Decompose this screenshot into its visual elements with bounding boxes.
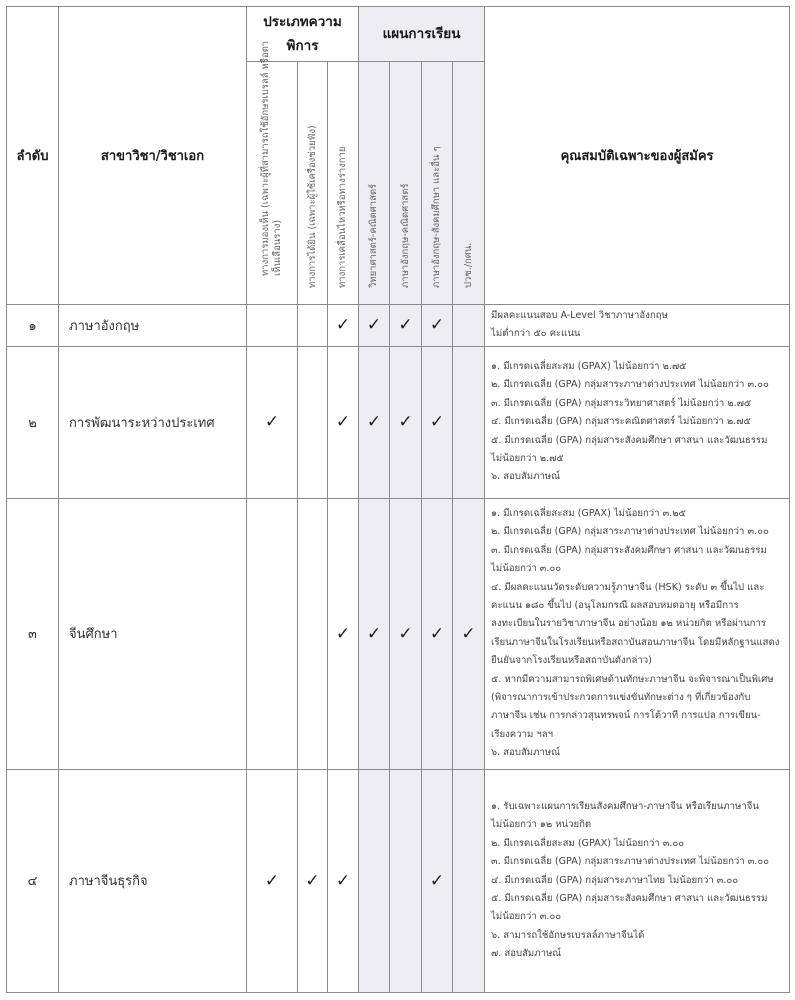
qualification-line: ไม่น้อยกว่า ๑๒ หน่วยกิต (491, 819, 592, 831)
study-plan-cell (453, 498, 485, 769)
study-plan-cell (453, 346, 485, 498)
disability-cell (247, 346, 298, 498)
disability-cell (298, 769, 328, 992)
study-plan-cell (422, 498, 453, 769)
study-plan-cell (422, 346, 453, 498)
qualification-line: ไม่น้อยกว่า ๓.๐๐ (491, 911, 562, 923)
qualification-line: ๔. มีเกรดเฉลี่ย (GPA) กลุ่มสาระคณิตศาสตร์ ไม่น้อยกว่า ๒.๗๕ (491, 416, 751, 428)
plan-sci-math-header (359, 62, 390, 305)
check-icon: ✓ (335, 412, 351, 433)
check-icon: ✓ (429, 315, 445, 336)
header-row-top (7, 7, 790, 62)
admission-requirements-table (6, 6, 790, 993)
qualification-line: ๖. สามารถใช้อักษรเบรลล์ภาษาจีนได้ (491, 929, 645, 941)
qualification-line: มีผลคะแนนสอบ A-Level วิชาภาษาอังกฤษ (491, 310, 668, 321)
qualification-line: ไม่น้อยกว่า ๓.๐๐ (491, 563, 562, 575)
qualification-line: ๖. สอบสัมภาษณ์ (491, 471, 561, 483)
qualification-line: ไม่ต่ำกว่า ๕๐ คะแนน (491, 328, 581, 340)
check-icon: ✓ (398, 412, 413, 433)
qualifications-cell (485, 498, 790, 769)
study-plan-cell (453, 769, 485, 992)
study-plan-cell (422, 769, 453, 992)
study-plan-cell (390, 769, 422, 992)
check-icon: ✓ (366, 412, 382, 433)
qualification-line: ๒. มีเกรดเฉลี่ย (GPA) กลุ่มสาระภาษาต่างประเทศ ไม่น้อยกว่า ๓.๐๐ (491, 526, 769, 538)
check-icon: ✓ (335, 870, 351, 891)
disability-cell (328, 498, 359, 769)
qualification-line: ๑. รับเฉพาะแผนการเรียนสังคมศึกษา-ภาษาจีน หรือเรียนภาษาจีน (491, 800, 759, 812)
table-row (7, 346, 790, 498)
table-row (7, 305, 790, 347)
disability-cell (328, 769, 359, 992)
qualification-line: ไม่น้อยกว่า ๒.๗๕ (491, 452, 564, 464)
check-icon: ✓ (429, 870, 445, 891)
qualification-line: ๗. สอบสัมภาษณ์ (491, 948, 562, 960)
qualifications-cell (485, 305, 790, 347)
check-icon: ✓ (305, 870, 320, 891)
table-row (7, 498, 790, 769)
qualification-line: ๓. มีเกรดเฉลี่ย (GPA) กลุ่มสาระสังคมศึกษา ศาสนา และวัฒนธรรม (491, 544, 767, 556)
plan-eng-social-header (422, 62, 453, 305)
subject-name: การพัฒนาระหว่างประเทศ (59, 346, 247, 498)
qualification-line: ๕. มีเกรดเฉลี่ย (GPA) กลุ่มสาระสังคมศึกษา ศาสนา และวัฒนธรรม (491, 434, 768, 446)
disability-cell (247, 498, 298, 769)
study-plan-cell (390, 346, 422, 498)
study-plan-cell (422, 305, 453, 347)
qualification-line: คะแนน ๑๘๐ ขึ้นไป (อนุโลมกรณี ผลสอบหมดอายุ หรือมีการ (491, 600, 739, 611)
row-index: ๔ (7, 769, 59, 992)
check-icon: ✓ (366, 623, 382, 644)
qualification-line: (พิจารณาการเข้าประกวดการแข่งขันทักษะต่าง ๆ ที่เกี่ยวข้องกับ (491, 692, 751, 704)
subject-header: สาขาวิชา/วิชาเอก (59, 7, 247, 305)
row-index: ๓ (7, 498, 59, 769)
disability-hearing-label: ทางการได้ยิน (เฉพาะผู้ใช้เครื่องช่วยฟัง) (306, 125, 318, 288)
study-plan-cell (359, 498, 390, 769)
check-icon: ✓ (366, 315, 382, 336)
disability-cell (247, 769, 298, 992)
check-icon: ✓ (398, 623, 413, 644)
qualification-line: ๒. มีเกรดเฉลี่ย (GPA) กลุ่มสาระภาษาต่างประเทศ ไม่น้อยกว่า ๓.๐๐ (491, 379, 769, 391)
check-icon: ✓ (429, 412, 445, 433)
plan-eng-math-header (390, 62, 422, 305)
index-header: ลำดับ (7, 7, 59, 305)
disability-visual-header (247, 40, 298, 305)
disability-cell (247, 305, 298, 347)
study-plan-cell (390, 498, 422, 769)
study-plan-cell (359, 305, 390, 347)
qualifications-cell (485, 346, 790, 498)
qualification-line: เรียนภาษาจีนในโรงเรียนหรือสถาบันสอนภาษาจีน โดยมีหลักฐานแสดง (491, 636, 780, 648)
disability-mobility-label: ทางการเคลื่อนไหวหรือทางร่างกาย (337, 146, 348, 288)
row-index: ๑ (7, 305, 59, 347)
disability-group-label: ประเภทความพิการ (263, 14, 342, 54)
check-icon: ✓ (398, 315, 413, 336)
plan-vocational-label: ปวช./กศน. (462, 242, 474, 288)
check-icon: ✓ (264, 870, 280, 891)
qualification-line: ยืนยันจากโรงเรียนหรือสถาบันดังกล่าว) (491, 655, 652, 667)
qualification-line: ๔. มีผลคะแนนวัดระดับความรู้ภาษาจีน (HSK) ระดับ ๓ ขึ้นไป และ (491, 581, 765, 593)
qualification-line: ๕. หากมีความสามารถพิเศษด้านทักษะภาษาจีน จะพิจารณาเป็นพิเศษ (491, 673, 774, 685)
qualification-line: ภาษาจีน เช่น การกล่าวสุนทรพจน์ การโต้วาที การแปล การเขียน- (491, 710, 761, 722)
qualification-line: ๕. มีเกรดเฉลี่ย (GPA) กลุ่มสาระสังคมศึกษา ศาสนา และวัฒนธรรม (491, 893, 768, 905)
study-plan-cell (453, 305, 485, 347)
check-icon: ✓ (264, 412, 280, 433)
disability-mobility-header (328, 62, 359, 305)
disability-cell (328, 305, 359, 347)
check-icon: ✓ (335, 315, 351, 336)
disability-cell (298, 305, 328, 347)
qualification-line: ๓. มีเกรดเฉลี่ย (GPA) กลุ่มสาระภาษาต่างประเทศ ไม่น้อยกว่า ๓.๐๐ (491, 856, 770, 868)
check-icon: ✓ (461, 623, 476, 644)
disability-cell (298, 346, 328, 498)
qualifications-cell (485, 769, 790, 992)
study-plan-group-header: แผนการเรียน (359, 7, 485, 62)
plan-vocational-header (453, 62, 485, 305)
qualification-line: ๒. มีเกรดเฉลี่ยสะสม (GPAX) ไม่น้อยกว่า ๓.๐๐ (491, 837, 685, 849)
qualification-line: เรียงความ ฯลฯ (491, 728, 554, 740)
qualification-line: ลงทะเบียนในรายวิชาภาษาจีน อย่างน้อย ๑๒ หน่วยกิต หรือผ่านการ (491, 618, 767, 630)
disability-cell (298, 498, 328, 769)
study-plan-cell (390, 305, 422, 347)
qualification-line: ๓. มีเกรดเฉลี่ย (GPA) กลุ่มสาระวิทยาศาสตร์ ไม่น้อยกว่า ๒.๗๕ (491, 397, 752, 409)
subject-name: ภาษาอังกฤษ (59, 305, 247, 347)
check-icon: ✓ (429, 623, 445, 644)
qualification-line: ๔. มีเกรดเฉลี่ย (GPA) กลุ่มสาระภาษาไทย ไม่น้อยกว่า ๓.๐๐ (491, 874, 739, 886)
plan-eng-social-label: ภาษาอังกฤษ-สังคมศึกษา และอื่น ๆ (431, 146, 442, 288)
check-icon: ✓ (335, 623, 351, 644)
subject-name: จีนศึกษา (59, 498, 247, 769)
qualification-line: ๑. มีเกรดเฉลี่ยสะสม (GPAX) ไม่น้อยกว่า ๓.๒๕ (491, 507, 686, 519)
study-plan-cell (359, 769, 390, 992)
subject-name: ภาษาจีนธุรกิจ (59, 769, 247, 992)
table-row (7, 769, 790, 992)
plan-sci-math-label: วิทยาศาสตร์-คณิตศาสตร์ (368, 183, 379, 288)
row-index: ๒ (7, 346, 59, 498)
qualifications-header: คุณสมบัติเฉพาะของผู้สมัคร (485, 7, 790, 305)
plan-eng-math-label: ภาษาอังกฤษ-คณิตศาสตร์ (399, 183, 411, 288)
disability-hearing-header (298, 62, 328, 305)
study-plan-cell (359, 346, 390, 498)
qualification-line: ๑. มีเกรดเฉลี่ยสะสม (GPAX) ไม่น้อยกว่า ๒.๗๕ (491, 360, 687, 372)
qualification-line: ๖. สอบสัมภาษณ์ (491, 747, 561, 759)
disability-cell (328, 346, 359, 498)
disability-visual-label: ทางการมองเห็น (เฉพาะผู้ที่สามารถใช้อักษรเบรลล์ หรือตาเห็นเลือนราง) (260, 40, 283, 276)
